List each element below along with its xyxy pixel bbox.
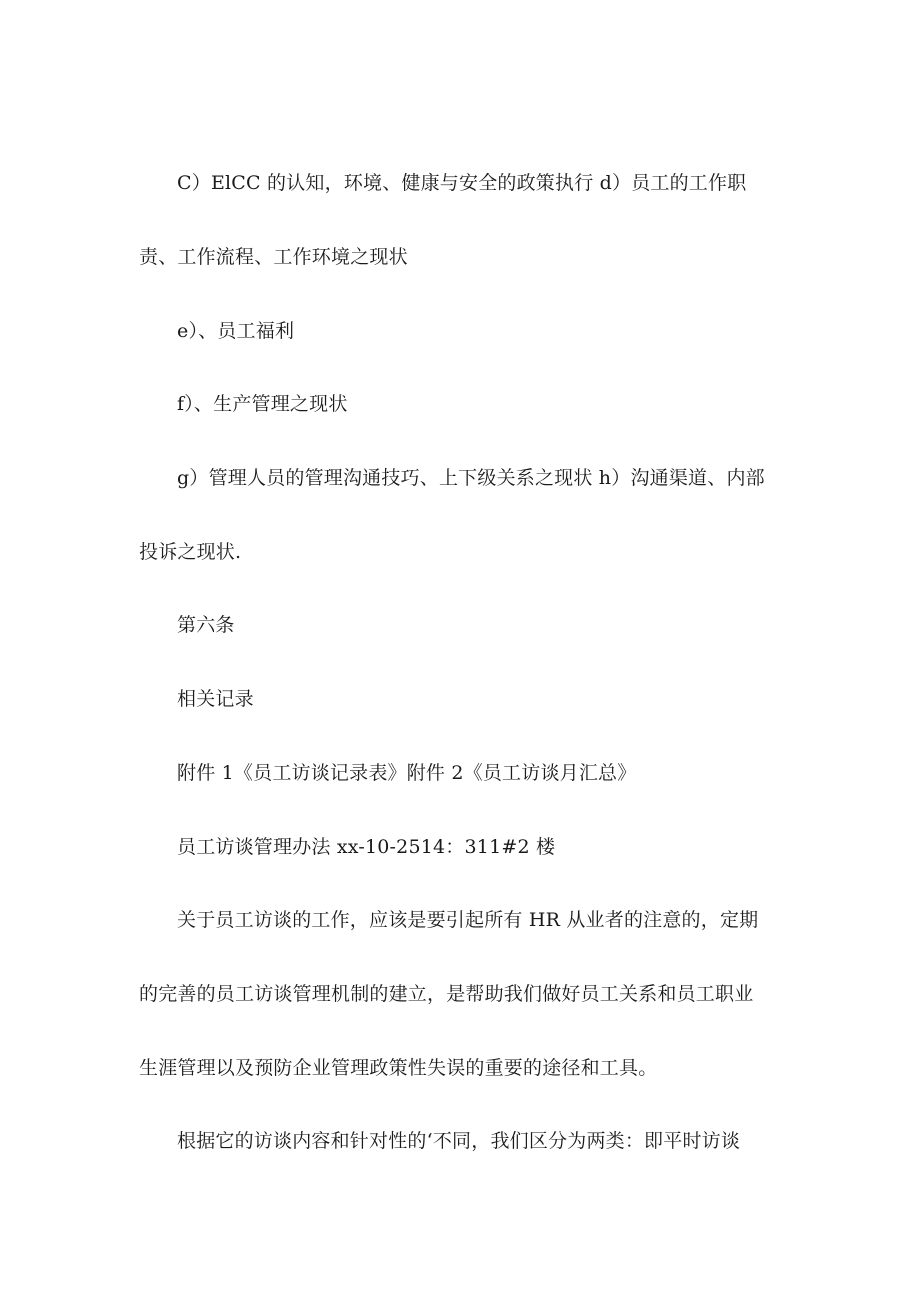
paragraph-line-2: 责、工作流程、工作环境之现状 <box>139 246 408 268</box>
paragraph-line-4: f）、生产管理之现状 <box>177 393 348 415</box>
paragraph-line-1: C）ElCC 的认知，环境、健康与安全的政策执行 d）员工的工作职 <box>177 172 747 194</box>
paragraph-line-12: 的完善的员工访谈管理机制的建立，是帮助我们做好员工关系和员工职业 <box>139 983 754 1005</box>
paragraph-line-6: 投诉之现状. <box>139 541 242 563</box>
paragraph-line-11: 关于员工访谈的工作，应该是要引起所有 HR 从业者的注意的，定期 <box>177 909 759 931</box>
document-title-line: 员工访谈管理办法 xx-10-2514：311#2 楼 <box>177 836 556 858</box>
paragraph-line-5: g）管理人员的管理沟通技巧、上下级关系之现状 h）沟通渠道、内部 <box>177 467 765 489</box>
section-subheading: 相关记录 <box>177 688 254 710</box>
paragraph-line-14: 根据它的访谈内容和针对性的‘不同，我们区分为两类：即平时访谈 <box>177 1130 741 1152</box>
attachments-line: 附件 1《员工访谈记录表》附件 2《员工访谈月汇总》 <box>177 762 637 784</box>
paragraph-line-13: 生涯管理以及预防企业管理政策性失误的重要的途径和工具。 <box>139 1057 658 1079</box>
paragraph-line-3: e）、员工福利 <box>177 320 295 342</box>
section-heading: 第六条 <box>177 614 235 636</box>
